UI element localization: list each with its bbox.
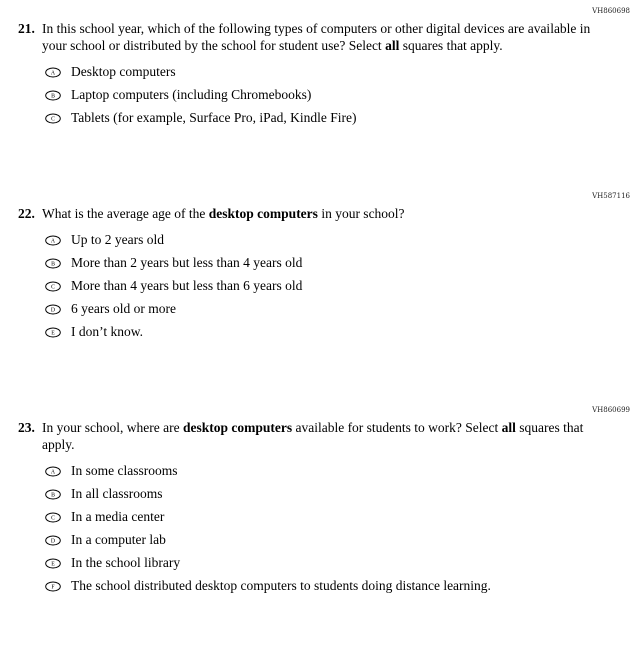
answer-option-label: 6 years old or more <box>71 301 176 316</box>
question-number: 21. <box>18 21 35 36</box>
answer-oval-letter: C <box>51 284 55 291</box>
answer-oval-icon[interactable] <box>45 558 61 569</box>
answer-option-label: In the school library <box>71 555 181 570</box>
answer-option-row[interactable] <box>45 256 632 270</box>
answer-oval-icon[interactable] <box>45 535 61 546</box>
answer-option-row[interactable] <box>45 302 632 316</box>
answer-oval-letter: E <box>51 561 55 568</box>
answer-option-label: I don’t know. <box>71 324 143 339</box>
question-text-bold-segment: desktop computers <box>182 420 293 435</box>
answer-option-label: Tablets (for example, Surface Pro, iPad, Kindle Fire) <box>71 110 357 125</box>
question-block <box>18 6 632 125</box>
answer-oval-letter: D <box>50 538 56 545</box>
question-accession-code: VH587116 <box>592 192 630 200</box>
answer-option-label: Laptop computers (including Chromebooks) <box>71 87 312 102</box>
question-text <box>42 20 598 54</box>
answer-option-row[interactable] <box>45 279 632 293</box>
answer-oval-icon[interactable] <box>45 113 61 124</box>
answer-oval-letter: A <box>50 238 56 245</box>
answer-oval-letter: C <box>51 116 55 123</box>
answer-option-row[interactable] <box>45 233 632 247</box>
answer-oval-letter: B <box>51 492 55 499</box>
option-list <box>45 65 632 125</box>
answer-option-label: The school distributed desktop computers to students doing distance learning. <box>71 578 491 593</box>
answer-oval-icon[interactable] <box>45 67 61 78</box>
answer-oval-icon[interactable] <box>45 235 61 246</box>
answer-option-label: Up to 2 years old <box>71 232 164 247</box>
answer-option-label: In a media center <box>71 509 165 524</box>
answer-oval-letter: D <box>50 307 56 314</box>
answer-option-label: Desktop computers <box>71 64 176 79</box>
question-number: 22. <box>18 206 35 221</box>
question-text-segment: squares that apply. <box>399 38 503 53</box>
answer-oval-letter: B <box>51 93 55 100</box>
answer-option-row[interactable] <box>45 556 632 570</box>
question-text-segment: In your school, where are <box>42 420 183 435</box>
question-block <box>18 191 632 339</box>
answer-oval-icon[interactable] <box>45 489 61 500</box>
answer-option-row[interactable] <box>45 464 632 478</box>
question-text-segment: squares that apply. <box>42 420 584 452</box>
answer-option-row[interactable] <box>45 487 632 501</box>
answer-oval-icon[interactable] <box>45 258 61 269</box>
answer-option-row[interactable] <box>45 579 632 593</box>
answer-oval-icon[interactable] <box>45 327 61 338</box>
question-text-bold-segment: all <box>501 420 516 435</box>
answer-oval-letter: E <box>51 330 55 337</box>
question-accession-code: VH860698 <box>592 7 630 15</box>
answer-oval-icon[interactable] <box>45 466 61 477</box>
option-list <box>45 233 632 339</box>
answer-oval-icon[interactable] <box>45 90 61 101</box>
answer-oval-icon[interactable] <box>45 281 61 292</box>
answer-oval-letter: A <box>50 469 56 476</box>
question-text-bold-segment: all <box>385 38 400 53</box>
answer-option-row[interactable] <box>45 325 632 339</box>
answer-option-row[interactable] <box>45 533 632 547</box>
answer-option-label: In a computer lab <box>71 532 166 547</box>
question-text-bold-segment: desktop computers <box>208 206 318 221</box>
answer-option-label: More than 2 years but less than 4 years old <box>71 255 303 270</box>
question-accession-code: VH860699 <box>592 406 630 414</box>
answer-oval-letter: A <box>50 70 56 77</box>
answer-option-label: In all classrooms <box>71 486 163 501</box>
answer-option-label: More than 4 years but less than 6 years old <box>71 278 303 293</box>
question-number: 23. <box>18 420 35 435</box>
question-text <box>42 419 598 453</box>
answer-option-label: In some classrooms <box>71 463 178 478</box>
question-text-segment: In this school year, which of the following types of computers or other digital devices are available in your school or distributed by the school for student use? Select <box>42 21 591 53</box>
answer-oval-letter: C <box>51 515 55 522</box>
question-text-segment: available for students to work? Select <box>292 420 502 435</box>
answer-option-row[interactable] <box>45 510 632 524</box>
answer-option-row[interactable] <box>45 65 632 79</box>
answer-option-row[interactable] <box>45 111 632 125</box>
question-text-segment: in your school? <box>317 206 405 221</box>
answer-option-row[interactable] <box>45 88 632 102</box>
answer-oval-letter: B <box>51 261 55 268</box>
question-block <box>18 405 632 593</box>
answer-oval-icon[interactable] <box>45 512 61 523</box>
question-text-segment: What is the average age of the <box>42 206 209 221</box>
answer-oval-icon[interactable] <box>45 304 61 315</box>
question-text <box>42 205 405 222</box>
answer-oval-icon[interactable] <box>45 581 61 592</box>
answer-oval-letter: F <box>51 584 55 591</box>
option-list <box>45 464 632 593</box>
